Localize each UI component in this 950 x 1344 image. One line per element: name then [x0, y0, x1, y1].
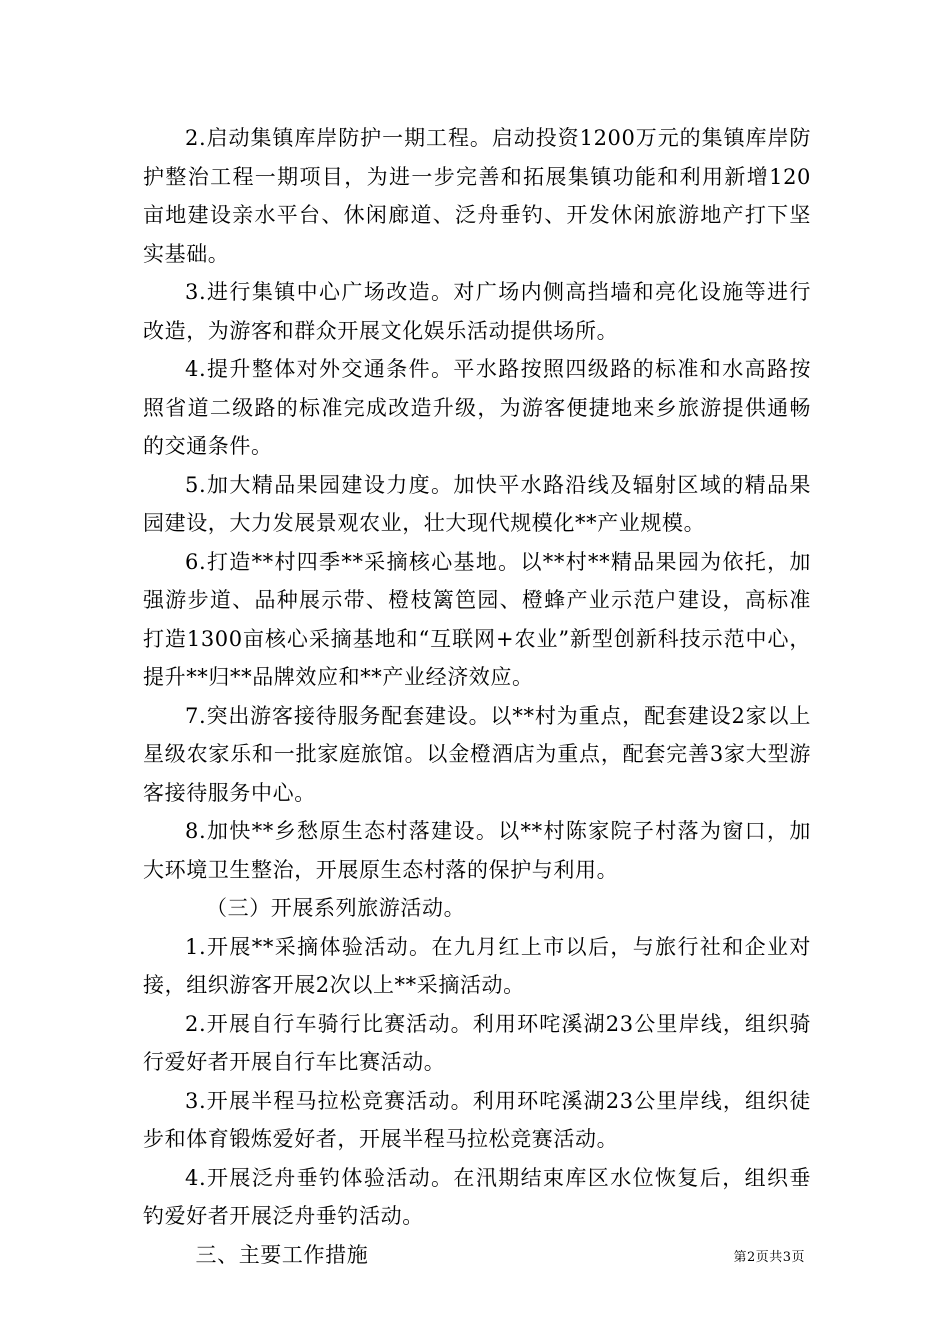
activity-item-4: 4.开展泛舟垂钓体验活动。在汛期结束库区水位恢复后，组织垂钓爱好者开展泛舟垂钓活动。	[143, 1165, 811, 1228]
page-number: 第2页共3页	[733, 1250, 805, 1265]
paragraph-item-5: 5.加大精品果园建设力度。加快平水路沿线及辐射区域的精品果园建设，大力发展景观农业，壮大现代规模化**产业规模。	[143, 472, 811, 535]
document-body	[143, 119, 811, 1274]
activity-item-2: 2.开展自行车骑行比赛活动。利用环咤溪湖23公里岸线，组织骑行爱好者开展自行车比赛活动。	[143, 1011, 811, 1074]
paragraph-item-4: 4.提升整体对外交通条件。平水路按照四级路的标准和水高路按照省道二级路的标准完成改造升级，为游客便捷地来乡旅游提供通畅的交通条件。	[143, 357, 811, 458]
paragraph-item-8: 8.加快**乡愁原生态村落建设。以**村陈家院子村落为窗口，加大环境卫生整治，开展原生态村落的保护与利用。	[143, 819, 811, 882]
section-heading: （三）开展系列旅游活动。	[206, 896, 466, 920]
paragraph-item-6: 6.打造**村四季**采摘核心基地。以**村**精品果园为依托，加强游步道、品种展示带、橙枝篱笆园、橙蜂产业示范户建设，高标准打造1300亩核心采摘基地和“互联网+农业”新型创新科技示范中心，提升**归**品牌效应和**产业经济效应。	[143, 549, 811, 689]
paragraph-item-2: 2.启动集镇库岸防护一期工程。启动投资1200万元的集镇库岸防护整治工程一期项目，为进一步完善和拓展集镇功能和利用新增120亩地建设亲水平台、休闲廊道、泛舟垂钓、开发休闲旅游地产打下坚实基础。	[143, 126, 811, 266]
paragraph-item-3: 3.进行集镇中心广场改造。对广场内侧高挡墙和亮化设施等进行改造，为游客和群众开展文化娱乐活动提供场所。	[143, 280, 811, 343]
activity-item-3: 3.开展半程马拉松竞赛活动。利用环咤溪湖23公里岸线，组织徒步和体育锻炼爱好者，开展半程马拉松竞赛活动。	[143, 1088, 811, 1151]
activity-item-1: 1.开展**采摘体验活动。在九月红上市以后，与旅行社和企业对接，组织游客开展2次以上**采摘活动。	[143, 934, 811, 997]
main-heading: 三、主要工作措施	[195, 1242, 369, 1267]
paragraph-item-7: 7.突出游客接待服务配套建设。以**村为重点，配套建设2家以上星级农家乐和一批家庭旅馆。以金橙酒店为重点，配套完善3家大型游客接待服务中心。	[143, 703, 811, 805]
